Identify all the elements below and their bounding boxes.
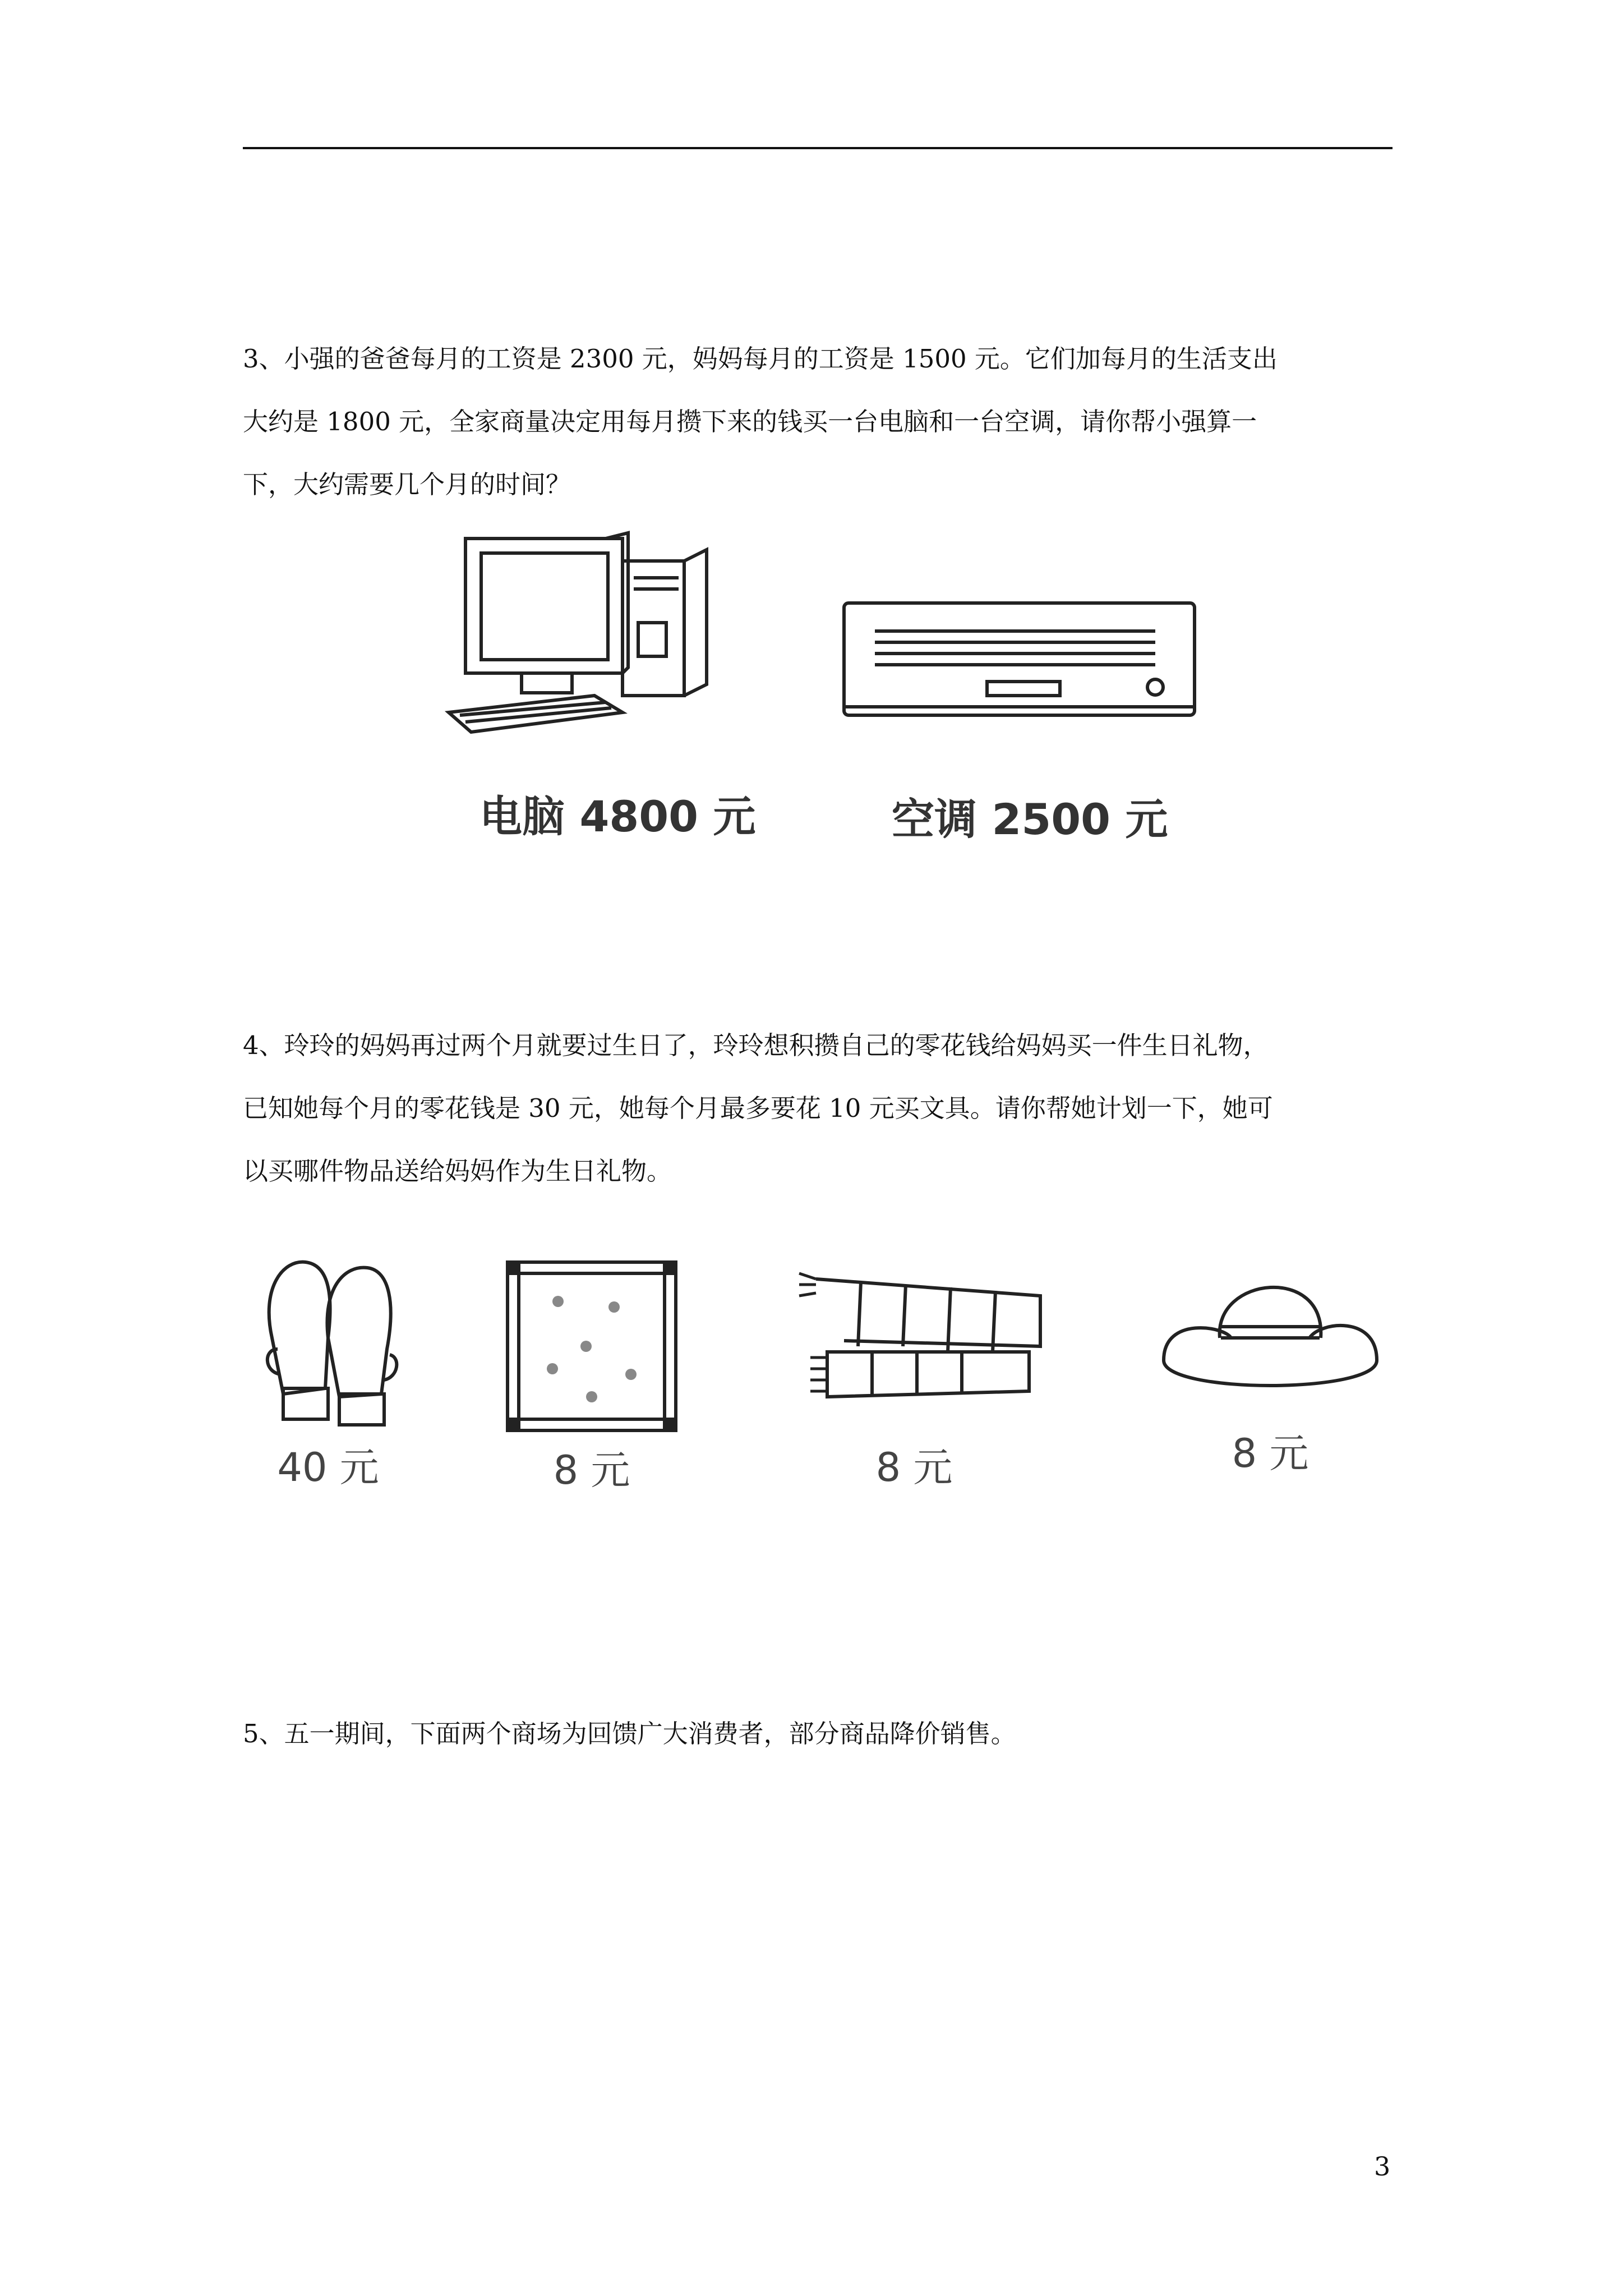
handkerchief-icon (502, 1257, 681, 1436)
air-conditioner-icon (841, 597, 1200, 726)
computer-price-label: 电脑 4800 元 (479, 792, 756, 841)
hat-price: 8 元 (1232, 1430, 1309, 1476)
question-3-line: 下，大约需要几个月的时间？ (243, 470, 571, 499)
question-3-text (243, 328, 1393, 516)
handkerchief-price: 8 元 (553, 1447, 630, 1493)
question-5-line: 5、五一期间，下面两个商场为回馈广大消费者，部分商品降价销售。 (243, 1719, 1016, 1749)
hat-icon (1158, 1254, 1382, 1405)
scarf-price: 8 元 (875, 1444, 953, 1490)
question-4-line: 以买哪件物品送给妈妈作为生日礼物。 (243, 1156, 672, 1186)
question-5-text (243, 1703, 1393, 1765)
page-number: 3 (1374, 2151, 1391, 2182)
question-4-text (243, 1014, 1393, 1203)
question-3-line: 3、小强的爸爸每月的工资是 2300 元，妈妈每月的工资是 1500 元。它们加每月的生活支出 (243, 344, 1278, 374)
question-4-line: 已知她每个月的零花钱是 30 元，她每个月最多要花 10 元买文具。请你帮她计划一下，她可 (243, 1093, 1273, 1123)
air-conditioner-price-label: 空调 2500 元 (892, 794, 1168, 844)
question-3-line: 大约是 1800 元，全家商量决定用每月攒下来的钱买一台电脑和一台空调，请你帮小强算一 (243, 407, 1257, 436)
scarf-icon (794, 1262, 1046, 1425)
header-rule (243, 147, 1393, 149)
question-4-line: 4、玲玲的妈妈再过两个月就要过生日了，玲玲想积攒自己的零花钱给妈妈买一件生日礼物， (243, 1030, 1269, 1060)
computer-icon (437, 527, 740, 740)
mittens-icon (255, 1254, 401, 1439)
mittens-price: 40 元 (277, 1444, 379, 1490)
